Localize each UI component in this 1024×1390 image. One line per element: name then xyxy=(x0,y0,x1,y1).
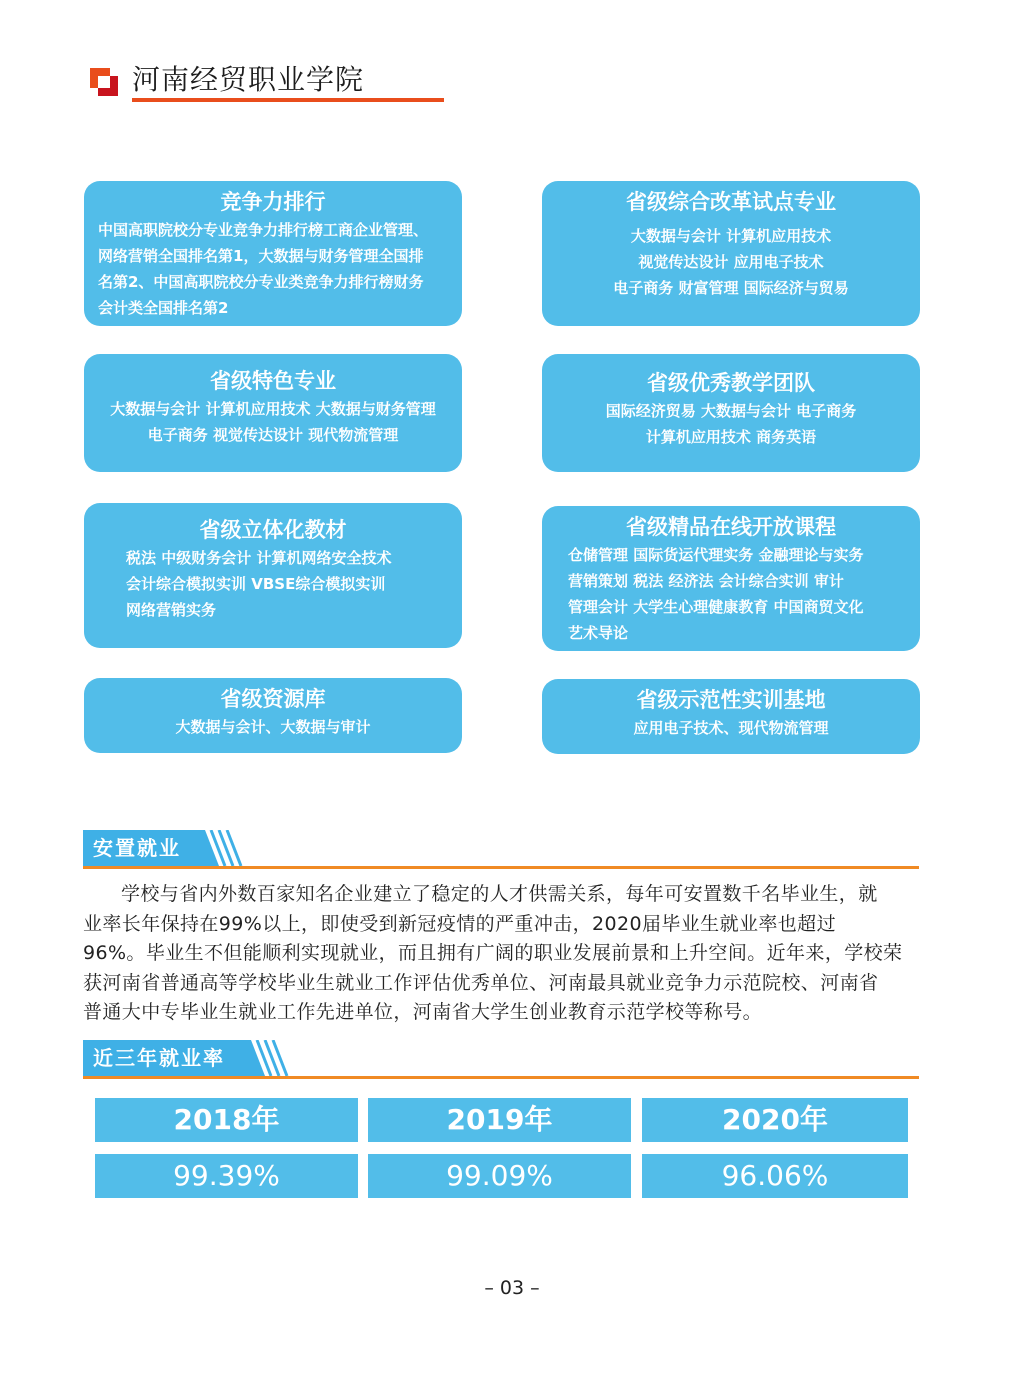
card-line: 网络营销实务 xyxy=(126,601,217,619)
card-line: 电子商务 视觉传达设计 现代物流管理 xyxy=(147,426,399,444)
card-title: 省级资源库 xyxy=(220,687,326,711)
card-line: 计算机应用技术 商务英语 xyxy=(645,428,817,446)
card-line: 视觉传达设计 应用电子技术 xyxy=(638,253,824,271)
card-body xyxy=(542,398,920,450)
card-line: 仓储管理 国际货运代理实务 金融理论与实务 xyxy=(568,546,864,564)
diagonal-stripes-icon xyxy=(195,830,249,866)
card-line: 网络营销全国排名第1，大数据与财务管理全国排 xyxy=(98,247,424,265)
card-line: 营销策划 税法 经济法 会计综合实训 审计 xyxy=(568,572,844,590)
card-title: 省级特色专业 xyxy=(210,369,336,393)
section-divider xyxy=(83,866,919,869)
header-underline xyxy=(132,98,444,102)
card-body xyxy=(542,715,920,741)
card-line: 中国高职院校分专业竞争力排行榜工商企业管理、 xyxy=(98,221,429,239)
card-line: 大数据与会计 计算机应用技术 大数据与财务管理 xyxy=(110,400,436,418)
paragraph-line: 普通大中专毕业生就业工作先进单位，河南省大学生创业教育示范学校等称号。 xyxy=(83,1001,763,1023)
card-line: 大数据与会计、大数据与审计 xyxy=(175,718,371,736)
card-body xyxy=(542,223,920,301)
card-line: 管理会计 大学生心理健康教育 中国商贸文化 xyxy=(568,598,864,616)
card-line: 艺术导论 xyxy=(568,624,629,642)
card-line: 应用电子技术、现代物流管理 xyxy=(633,719,829,737)
rate-year-2019: 2019年 xyxy=(368,1098,631,1142)
card-reform xyxy=(542,181,920,326)
card-courses xyxy=(542,506,920,651)
section-title: 安置就业 xyxy=(83,830,195,866)
paragraph-line: 获河南省普通高等学校毕业生就业工作评估优秀单位、河南最具就业竞争力示范院校、河南省 xyxy=(83,971,879,994)
section-rates xyxy=(83,1040,919,1080)
school-name: 河南经贸职业学院 xyxy=(132,63,365,96)
paragraph-line: 学校与省内外数百家知名企业建立了稳定的人才供需关系，每年可安置数千名毕业生，就 xyxy=(121,883,878,905)
diagonal-stripes-icon xyxy=(241,1040,295,1076)
card-line: 会计类全国排名第2 xyxy=(98,299,229,317)
card-team xyxy=(542,354,920,472)
card-textbooks xyxy=(84,503,462,648)
card-line: 电子商务 财富管理 国际经济与贸易 xyxy=(613,279,849,297)
card-resources xyxy=(84,678,462,753)
section-employment xyxy=(83,830,919,870)
section-divider xyxy=(83,1076,919,1079)
card-body xyxy=(84,714,462,740)
card-title: 省级示范性实训基地 xyxy=(636,688,826,712)
card-featured xyxy=(84,354,462,472)
card-competitiveness xyxy=(84,181,462,326)
rate-value-2020: 96.06% xyxy=(642,1154,908,1198)
employment-paragraph xyxy=(83,880,923,1028)
school-logo-icon xyxy=(90,68,118,96)
rate-year-2018: 2018年 xyxy=(95,1098,358,1142)
card-title: 省级精品在线开放课程 xyxy=(626,515,836,539)
card-training xyxy=(542,679,920,754)
section-title: 近三年就业率 xyxy=(83,1040,241,1076)
card-title: 省级优秀教学团队 xyxy=(647,371,815,395)
paragraph-line: 业率长年保持在99%以上，即使受到新冠疫情的严重冲击，2020届毕业生就业率也超过 xyxy=(83,912,836,935)
card-title: 省级综合改革试点专业 xyxy=(626,190,836,214)
rate-value-2018: 99.39% xyxy=(95,1154,358,1198)
page-number: – 03 – xyxy=(484,1277,540,1299)
card-body xyxy=(542,542,920,646)
card-body xyxy=(84,545,462,623)
paragraph-line: 96%。毕业生不但能顺利实现就业，而且拥有广阔的职业发展前景和上升空间。近年来，学校荣 xyxy=(83,942,903,964)
card-body xyxy=(84,217,462,321)
card-title: 竞争力排行 xyxy=(220,190,326,214)
rate-value-2019: 99.09% xyxy=(368,1154,631,1198)
card-line: 会计综合模拟实训 VBSE综合模拟实训 xyxy=(126,575,386,593)
card-body xyxy=(84,396,462,448)
rate-year-2020: 2020年 xyxy=(642,1098,908,1142)
card-line: 税法 中级财务会计 计算机网络安全技术 xyxy=(126,549,392,567)
card-title: 省级立体化教材 xyxy=(199,518,347,542)
card-line: 大数据与会计 计算机应用技术 xyxy=(630,227,832,245)
card-line: 名第2、中国高职院校分专业类竞争力排行榜财务 xyxy=(98,273,424,291)
card-line: 国际经济贸易 大数据与会计 电子商务 xyxy=(605,402,857,420)
